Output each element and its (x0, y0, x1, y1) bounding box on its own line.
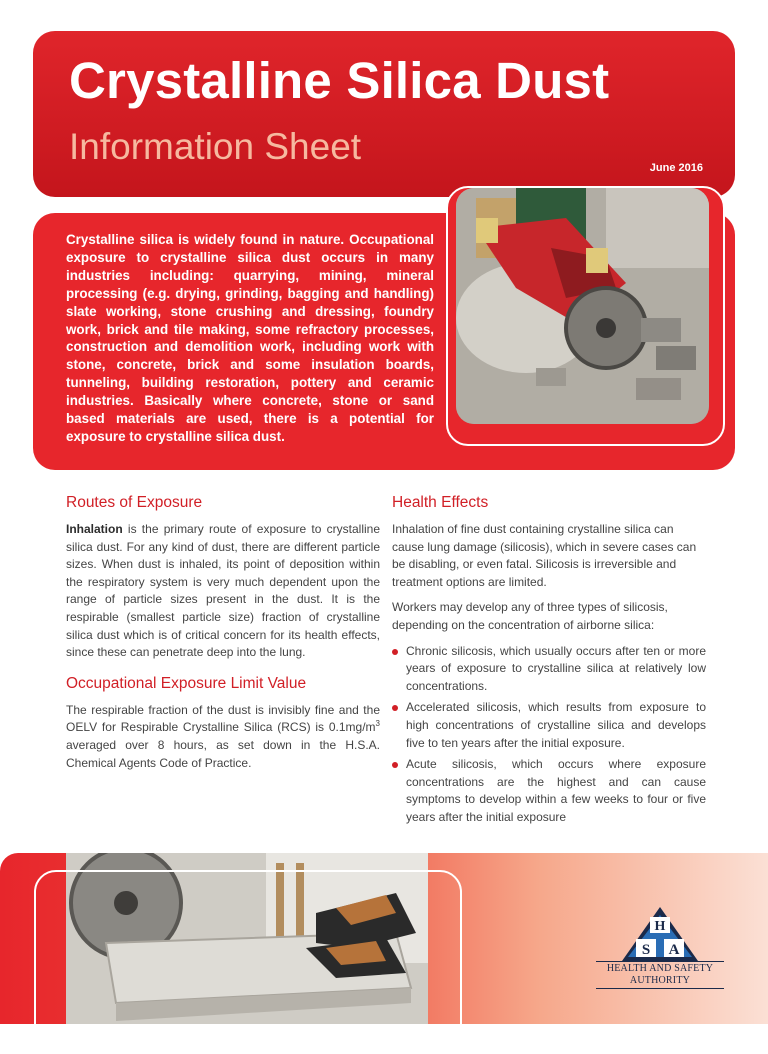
logo-wordmark (590, 960, 730, 990)
health-para-1: Inhalation of fine dust containing crystalline silica can cause lung damage (silicosis), which in severe cases can be disabling, or even fatal. Silicosis is irreversible and treatment options are limited. (392, 522, 697, 589)
bullet-text: Chronic silicosis, which usually occurs after ten or more years of exposure to crystalline silica at relatively low concentrations. (406, 643, 706, 693)
oelv-body-after: averaged over 8 hours, as set down in the H.S.A. Chemical Agents Code of Practice. (66, 737, 380, 770)
page-subtitle: Information Sheet (69, 126, 362, 167)
oelv-heading: Occupational Exposure Limit Value (66, 674, 307, 692)
logo-line-2: AUTHORITY (629, 975, 691, 986)
intro-text: Crystalline silica is widely found in nature. Occupational exposure to crystalline silica dust occurs in many industries including: quarrying, mining, mineral processing (e.g. drying, grinding, bagging and handling) slate working, stone crushing and dressing, foundry work, brick and tile making, some refractory processes, construction and demolition work, including work with stone, concrete, brick and some insulation boards, tunneling, building restoration, pottery and ceramic industries. Basically where concrete, stone or sand based materials are used, there is a potential for exposure to crystalline silica dust. (66, 232, 434, 444)
bullet-text: Acute silicosis, which occurs where exposure concentrations are the highest and can cause symptoms to develop within a few weeks to four or five years after the initial exposure (406, 757, 706, 824)
health-para-2: Workers may develop any of three types of silicosis, depending on the concentration of airborne silica: (392, 600, 668, 632)
routes-lead-term: Inhalation (66, 522, 123, 536)
bullet-dot (392, 649, 398, 655)
logo-letter-a: A (668, 942, 680, 958)
oelv-body-before: The respirable fraction of the dust is invisibly fine and the OELV for Respirable Crystalline Silica (RCS) is 0.1mg/m (66, 702, 380, 735)
oelv-text (66, 702, 380, 772)
right-column (392, 493, 706, 831)
logo-rule (596, 988, 724, 989)
logo-letter-s: S (641, 942, 651, 958)
title-banner (33, 31, 735, 197)
bullet-dot (392, 705, 398, 711)
page-title: Crystalline Silica Dust (69, 52, 610, 109)
logo-line-1: HEALTH AND SAFETY (606, 963, 714, 974)
hsa-logo (590, 905, 730, 995)
left-column (66, 493, 380, 780)
hsa-triangle-icon (590, 905, 730, 963)
health-heading: Health Effects (392, 494, 489, 511)
list-item (392, 643, 706, 696)
bullet-dot (392, 762, 398, 768)
list-item (392, 756, 706, 826)
oelv-superscript: 3 (375, 719, 380, 729)
routes-text (66, 521, 380, 662)
list-item (392, 699, 706, 752)
worker-cutting-photo (456, 188, 709, 424)
bullet-text: Accelerated silicosis, which results from exposure to high concentrations of crystalline silica and develops five to ten years after the initial exposure. (406, 700, 706, 750)
silicosis-list (392, 643, 706, 827)
routes-body: is the primary route of exposure to crystalline silica dust. For any kind of dust, there are different particle sizes. When dust is inhaled, its point of deposition within the respiratory system is very much dependent upon the range of particle sizes present in the dust. It is the respirable (smallest particle size) fraction of crystalline silica dust which is of critical concern for its health effects, since these can penetrate deep into the lung. (66, 522, 380, 660)
routes-heading: Routes of Exposure (66, 494, 203, 511)
logo-letter-h: H (654, 919, 666, 934)
logo-rule (596, 961, 724, 962)
footer-frame (34, 870, 462, 1054)
publication-date: June 2016 (649, 162, 703, 174)
